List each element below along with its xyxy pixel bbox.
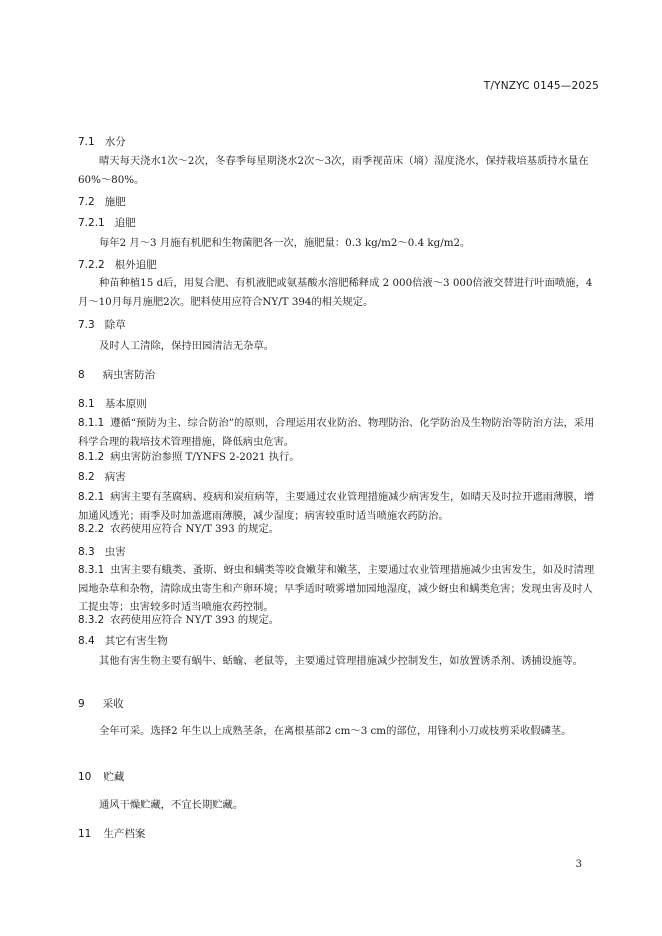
- clause-number: 8.1.1: [78, 417, 105, 429]
- paragraph-8-1-1: [78, 414, 600, 451]
- paragraph-8-1-2: [78, 448, 600, 467]
- section-number: 8.3: [78, 546, 95, 558]
- page-number: 3: [575, 859, 582, 870]
- clause-number: 8.3.2: [78, 614, 105, 626]
- section-heading-9: [78, 696, 124, 711]
- paragraph-water: 晴天每天浇水1次～2次，冬春季每星期浇水2次～3次，雨季视苗床（墒）湿度浇水，保持栽培基质持水量在60%～80%。: [78, 155, 589, 186]
- paragraph-8-3-2: [78, 611, 600, 630]
- section-number: 8: [78, 369, 85, 381]
- clause-number: 8.1.2: [78, 451, 105, 463]
- section-title: 生产档案: [103, 828, 146, 840]
- section-title: 根外追肥: [114, 259, 157, 271]
- document-code: T/YNZYC 0145—2025: [483, 80, 599, 92]
- paragraph-8-2-2: [78, 520, 600, 539]
- section-title: 施肥: [104, 196, 126, 208]
- section-number: 8.4: [78, 635, 95, 647]
- section-heading-8-3: [78, 544, 126, 559]
- paragraph-storage: 通风干燥贮藏，不宜长期贮藏。: [99, 799, 244, 811]
- section-heading-8-2: [78, 469, 126, 484]
- section-title: 贮藏: [103, 771, 125, 783]
- clause-text: 农药使用应符合 NY/T 393 的规定。: [110, 523, 280, 535]
- section-heading-11: [78, 826, 145, 841]
- clause-text: 农药使用应符合 NY/T 393 的规定。: [110, 614, 280, 626]
- section-heading-10: [78, 769, 124, 784]
- clause-number: 8.3.1: [78, 564, 105, 576]
- section-heading-7-2: [78, 194, 126, 209]
- section-number: 9: [78, 698, 85, 710]
- section-number: 7.2: [78, 196, 95, 208]
- section-heading-8-4: [78, 633, 168, 648]
- section-number: 10: [78, 771, 92, 783]
- section-title: 虫害: [104, 546, 126, 558]
- section-title: 除草: [104, 319, 126, 331]
- clause-number: 8.2.1: [78, 491, 105, 503]
- section-title: 追肥: [114, 217, 136, 229]
- section-title: 病害: [104, 471, 126, 483]
- section-title: 水分: [104, 136, 126, 148]
- section-heading-8: [78, 367, 155, 382]
- section-heading-7-2-2: [78, 257, 157, 272]
- section-heading-7-3: [78, 317, 126, 332]
- section-number: 8.1: [78, 398, 95, 410]
- section-title: 采收: [102, 698, 124, 710]
- section-number: 7.2.2: [78, 259, 105, 271]
- section-number: 11: [78, 828, 92, 840]
- section-title: 其它有害生物: [104, 635, 168, 647]
- clause-text: 遵循“预防为主、综合防治”的原则，合理运用农业防治、物理防治、化学防治及生物防治等防治方法，采用科学合理的栽培技术管理措施，降低病虫危害。: [78, 417, 595, 448]
- paragraph-harvest: 全年可采。选择2 年生以上成熟茎条，在离根基部2 cm～3 cm的部位，用锋利小刀或枝剪采收假磷茎。: [99, 725, 572, 737]
- clause-text: 病虫害防治参照 T/YNFS 2-2021 执行。: [110, 451, 300, 463]
- paragraph-8-3-1: [78, 561, 600, 617]
- section-title: 基本原则: [104, 398, 147, 410]
- paragraph-pests: 其他有害生物主要有蜗牛、蛞蝓、老鼠等，主要通过管理措施减少控制发生，如放置诱杀剂、诱捕设施等。: [99, 655, 583, 667]
- section-number: 7.2.1: [78, 217, 105, 229]
- paragraph-weeding: 及时人工清除，保持田园清洁无杂草。: [99, 340, 275, 352]
- clause-number: 8.2.2: [78, 523, 105, 535]
- section-heading-7-1: [78, 134, 126, 149]
- section-number: 7.3: [78, 319, 95, 331]
- section-number: 8.2: [78, 471, 95, 483]
- clause-text: 虫害主要有蛾类、蚤斯、蚜虫和螨类等咬食嫩芽和嫩茎，主要通过农业管理措施减少虫害发生，如及时清理园地杂草和杂物，清除成虫寄生和产卵环境；早季适时喷雾增加园地湿度，减少蚜虫和螨类危害；发现虫害及时人工捉虫等；虫害较多时适当喷施农药控制。: [78, 564, 595, 613]
- section-title: 病虫害防治: [102, 369, 156, 381]
- paragraph-topdress: 每年2 月～3 月施有机肥和生物菌肥各一次，施肥量：0.3 kg/m2～0.4 kg/m2。: [99, 237, 471, 249]
- section-heading-7-2-1: [78, 215, 136, 230]
- section-number: 7.1: [78, 136, 95, 148]
- paragraph-foliar: 种苗种植15 d后，用复合肥、有机液肥或氨基酸水溶肥稀释成 2 000倍液～3 000倍液交替进行叶面喷施，4月～10月每月施肥2次。肥料使用应符合NY/T 394的相关规定。: [78, 277, 593, 308]
- section-heading-8-1: [78, 396, 147, 411]
- clause-text: 病害主要有茎腐病、疫病和炭疽病等，主要通过农业管理措施减少病害发生，如晴天及时拉开遮雨薄膜，增加通风透光；雨季及时加盖遮雨薄膜，减少湿度；病害较重时适当喷施农药防治。: [78, 491, 595, 522]
